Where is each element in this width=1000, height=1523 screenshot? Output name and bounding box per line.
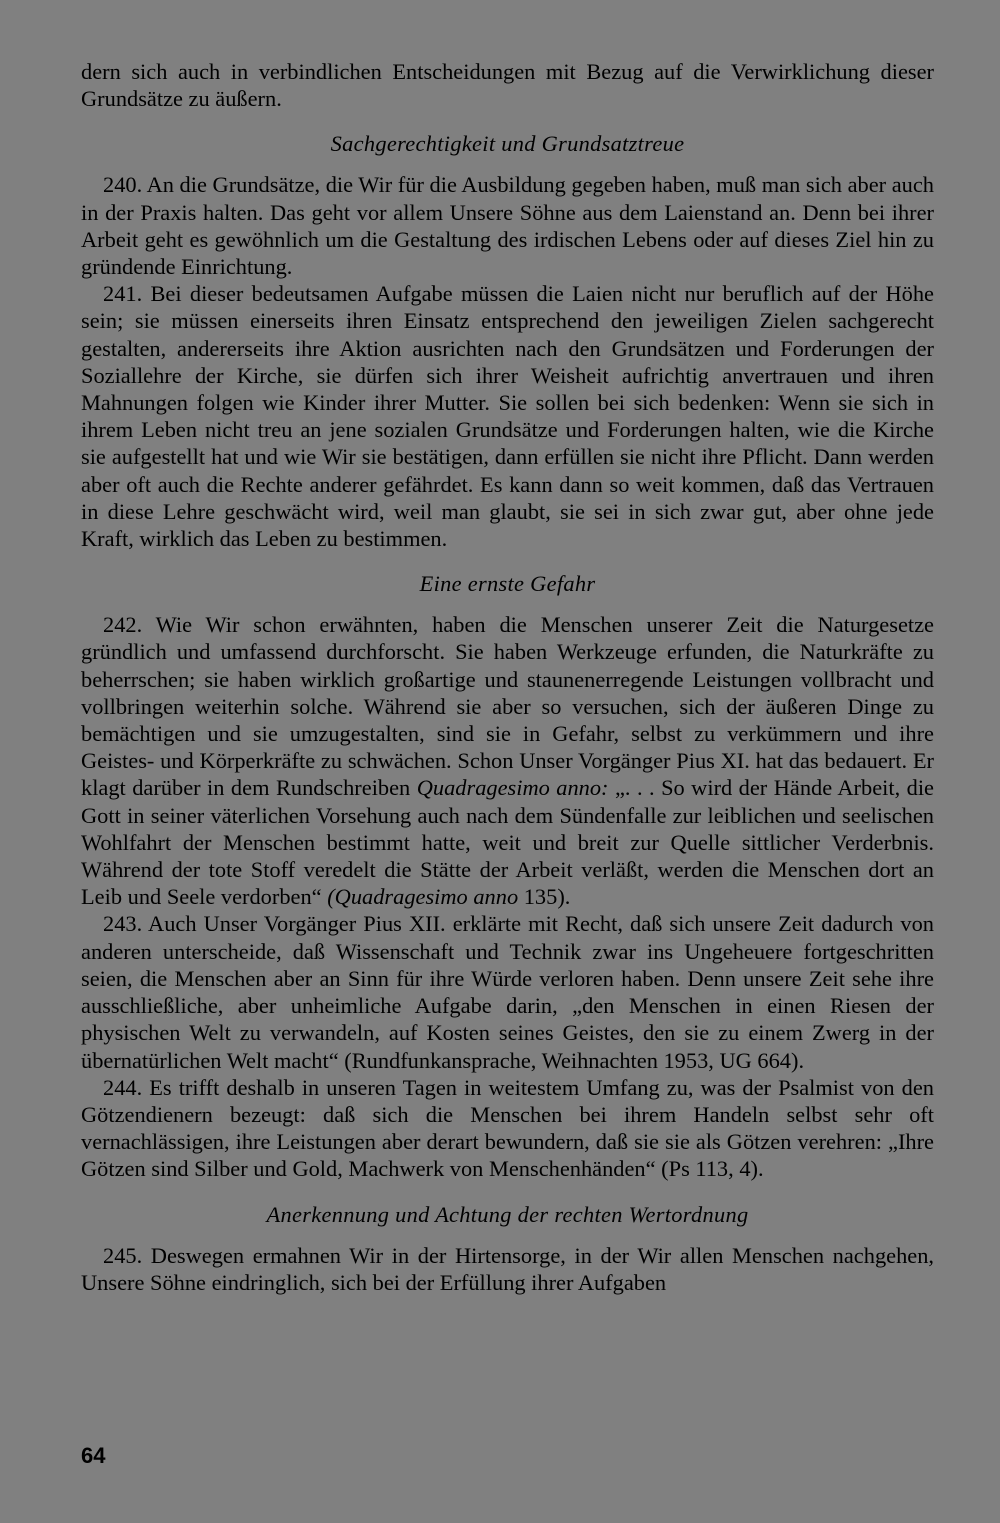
paragraph-243: 243. Auch Unser Vorgänger Pius XII. erklärte mit Recht, daß sich unsere Zeit dadurch von anderen unterscheide, daß Wissenschaft und Technik zwar ins Ungeheuere fortgeschritten seien, die Menschen aber an Sinn für ihre Würde verloren haben. Denn unsere Zeit sehe ihre ausschließliche, aber unheimliche Aufgabe darin, „den Menschen in einen Riesen der physischen Welt zu verwandeln, auf Kosten seines Geistes, den sie zu einem Zwerg in der übernatürlichen Welt macht“ (Rundfunkansprache, Weihnachten 1953, UG 664).	[81, 911, 934, 1073]
paragraph-240: 240. An die Grundsätze, die Wir für die Ausbildung gegeben haben, muß man sich aber auch in der Praxis halten. Das geht vor allem Unsere Söhne aus dem Laienstand an. Denn bei ihrer Arbeit geht es gewöhnlich um die Gestaltung des irdischen Lebens oder auf dieses Ziel hin zu gründende Einrichtung.	[81, 172, 934, 280]
paragraph-242-text-e: 135).	[518, 884, 571, 910]
paragraph-242-text-c: „. . . So wird der Hände Arbeit, die Gott in seiner väterlichen Vorsehung auch nach dem Sündenfalle zur leiblichen und seelischen Wohlfahrt der Menschen bestimmt hatte, weit und breit zur Quelle sittlicher Verderbnis. Während der tote Stoff veredelt die Stätte der Arbeit verläßt, werden die Menschen dort an Leib und Seele verdorben“	[81, 775, 934, 910]
section-heading-sachgerechtigkeit: Sachgerechtigkeit und Grundsatztreue	[330, 131, 685, 157]
section-heading-anerkennung: Anerkennung und Achtung der rechten Wertordnung	[266, 1201, 749, 1227]
page-number: 64	[81, 1443, 106, 1468]
paragraph-245: 245. Deswegen ermahnen Wir in der Hirtensorge, in der Wir allen Menschen nachgehen, Unsere Söhne eindringlich, sich bei der Erfüllung ihrer Aufgaben	[81, 1242, 934, 1295]
encyclical-title: Quadragesimo anno:	[416, 775, 609, 801]
paragraph-242-text-a: 242. Wie Wir schon erwähnten, haben die Menschen unserer Zeit die Naturgesetze gründlich und umfassend durchforscht. Sie haben Werkzeuge erfunden, die Naturkräfte zu beherrschen; sie haben wirklich großartige und staunenerregende Leistungen vollbracht und vollbringen weiterhin solche. Während sie aber so versuchen, sich der äußeren Dinge zu bemächtigen und sie umzugestalten, sind sie in Gefahr, selbst zu verkümmern und ihre Geistes- und Körperkräfte zu schwächen. Schon Unser Vorgänger Pius XI. hat das bedauert. Er klagt darüber in dem Rundschreiben	[81, 612, 934, 801]
paragraph-continuation: dern sich auch in verbindlichen Entscheidungen mit Bezug auf die Verwirklichung dieser Grundsätze zu äußern.	[81, 59, 934, 112]
section-heading-eine-ernste-gefahr: Eine ernste Gefahr	[419, 571, 596, 597]
citation-title: (Quadragesimo anno	[327, 884, 519, 910]
paragraph-244: 244. Es trifft deshalb in unseren Tagen in weitestem Umfang zu, was der Psalmist von den Götzendienern bezeugt: daß sich die Menschen bei ihrem Handeln selbst sehr oft vernachlässigen, ihre Leistungen aber derart bewundern, daß sie sie als Götzen verehren: „Ihre Götzen sind Silber und Gold, Machwerk von Menschenhänden“ (Ps 113, 4).	[81, 1074, 934, 1182]
paragraph-241: 241. Bei dieser bedeutsamen Aufgabe müssen die Laien nicht nur beruflich auf der Höhe sein; sie müssen einerseits ihren Einsatz entsprechend den jeweiligen Zielen sachgerecht gestalten, andererseits ihre Aktion ausrichten nach den Grundsätzen und Forderungen der Soziallehre der Kirche, sie dürfen sich ihrer Weisheit aufrichtig anvertrauen und ihren Mahnungen folgen wie Kinder ihrer Mutter. Sie sollen bei sich bedenken: Wenn sie sich in ihrem Leben nicht treu an jene sozialen Grundsätze und Forderungen halten, wie die Kirche sie aufgestellt hat und wie Wir sie bestätigen, dann erfüllen sie nicht ihre Pflicht. Dann werden aber oft auch die Rechte anderer gefährdet. Es kann dann so weit kommen, daß das Vertrauen in diese Lehre geschwächt wird, weil man glaubt, sie sei in sich zwar gut, aber ohne jede Kraft, wirklich das Leben zu bestimmen.	[81, 281, 934, 552]
paragraph-242	[81, 611, 934, 910]
